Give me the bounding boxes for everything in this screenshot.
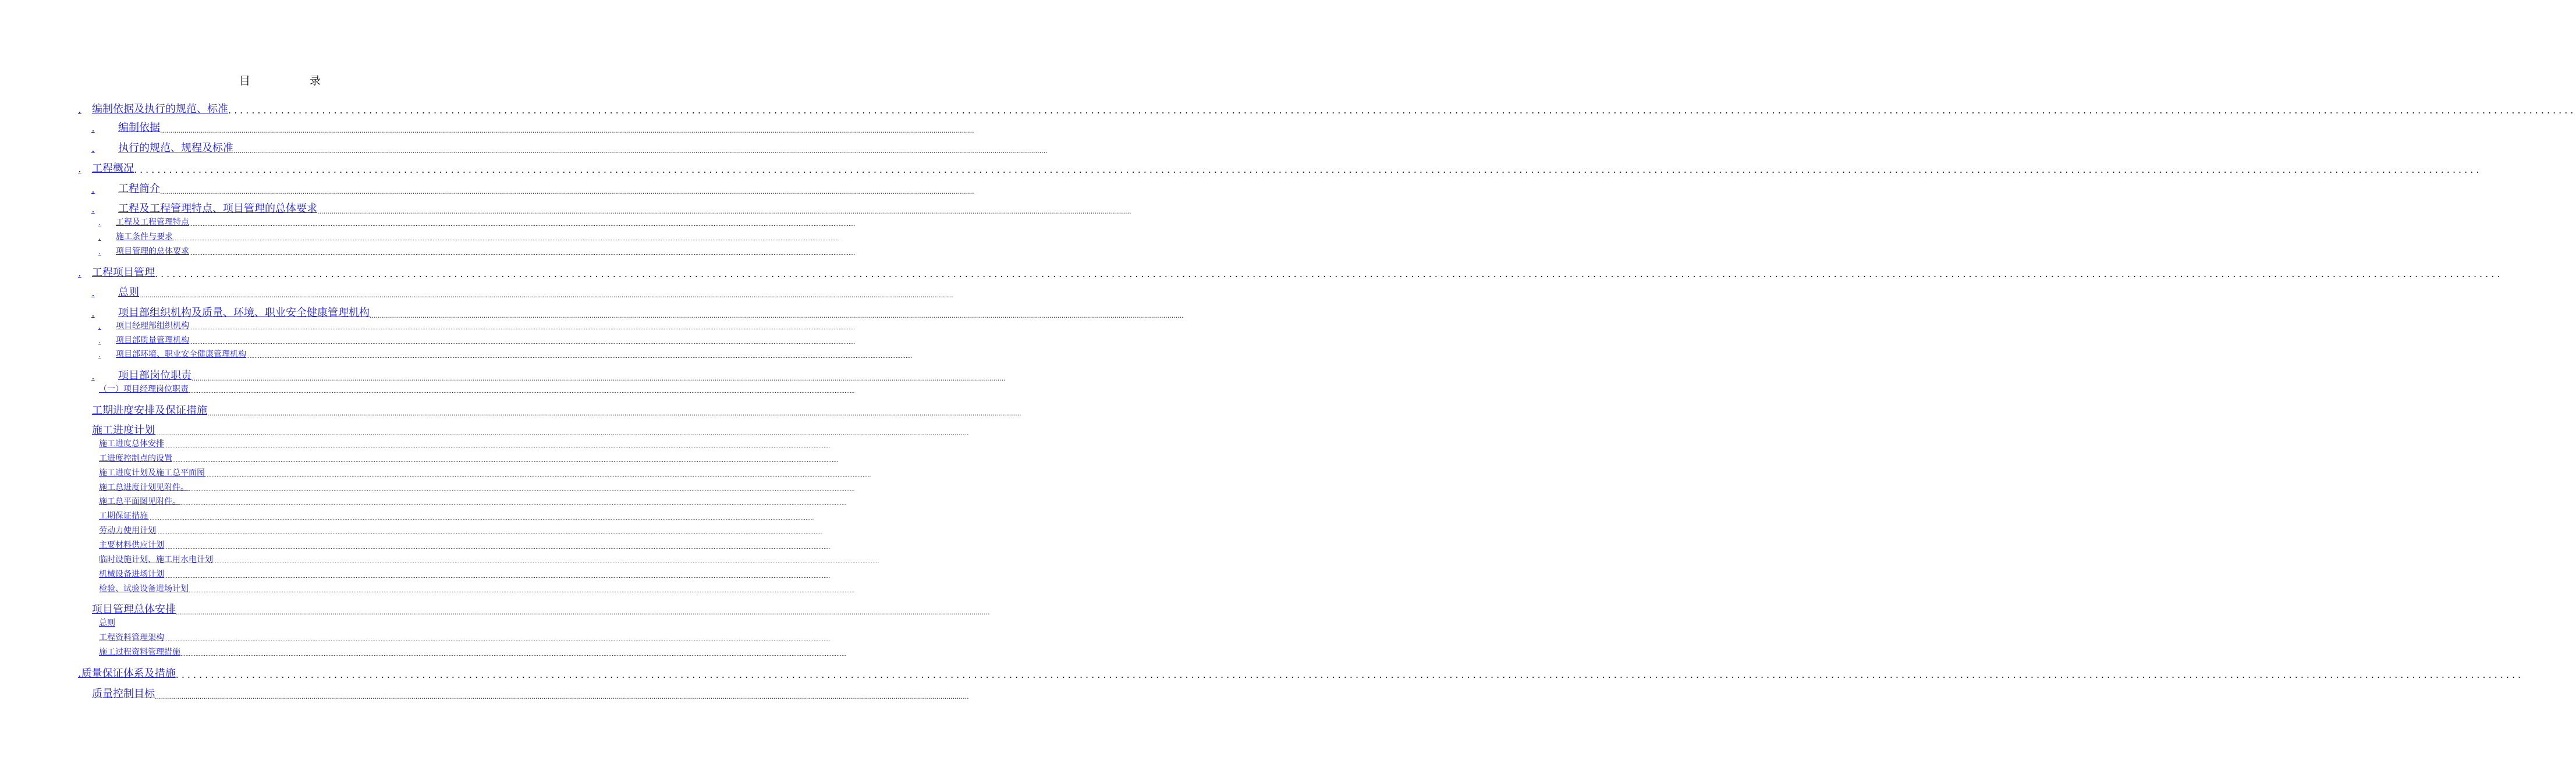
toc-dot-leader: ................................................................................................................................................................................................................................................................................................................................................................................................................	[189, 222, 856, 228]
toc-entry-title[interactable]: 工程简介	[118, 183, 160, 195]
toc-entry-number: .	[91, 370, 95, 382]
toc-dot-leader: ................................................................................................................................................................................................................................................................................................................................................................................................................	[155, 429, 969, 437]
toc-entry-number: .	[78, 163, 81, 175]
toc-entry[interactable]	[99, 524, 822, 536]
toc-entry-title[interactable]: 编制依据	[118, 122, 160, 134]
toc-dot-leader: ................................................................................................................................................................................................................................................................................................................................................................................................................	[175, 669, 2524, 680]
toc-entry[interactable]	[92, 601, 990, 616]
toc-dot-leader: ................................................................................................................................................................................................................................................................................................................................................................................................................	[155, 268, 2503, 279]
toc-dot-leader: ................................................................................................................................................................................................................................................................................................................................................................................................................	[189, 340, 856, 346]
toc-entry-title[interactable]: 机械设备进场计划	[99, 570, 164, 579]
toc-dot-leader: ................................................................................................................................................................................................................................................................................................................................................................................................................	[164, 637, 831, 643]
toc-entry[interactable]	[99, 495, 847, 507]
toc-entry-title[interactable]: 工期保证措施	[99, 511, 148, 521]
toc-dot-leader: ................................................................................................................................................................................................................................................................................................................................................................................................................	[164, 545, 831, 550]
toc-dot-leader: ................................................................................................................................................................................................................................................................................................................................................................................................................	[180, 501, 847, 507]
toc-dot-leader: ................................................................................................................................................................................................................................................................................................................................................................................................................	[233, 147, 1048, 155]
toc-entry[interactable]	[98, 348, 913, 360]
toc-entry-title[interactable]: 工进度控制点的设置	[99, 454, 172, 463]
toc-dot-leader: ................................................................................................................................................................................................................................................................................................................................................................................................................	[317, 208, 1131, 215]
toc-entry-title[interactable]: 项目部岗位职责	[118, 369, 191, 382]
toc-entry[interactable]	[91, 140, 1048, 155]
toc-entry[interactable]	[99, 582, 855, 594]
toc-dot-leader: ................................................................................................................................................................................................................................................................................................................................................................................................................	[148, 516, 814, 521]
toc-entry[interactable]	[78, 101, 2576, 116]
toc-entry-number: .	[91, 203, 95, 215]
toc-dot-leader: ................................................................................................................................................................................................................................................................................................................................................................................................................	[160, 188, 974, 196]
toc-entry-number: .	[98, 322, 101, 331]
toc-entry[interactable]	[91, 119, 974, 134]
toc-entry[interactable]	[99, 510, 814, 521]
toc-dot-leader: ................................................................................................................................................................................................................................................................................................................................................................................................................	[191, 375, 1006, 382]
toc-entry[interactable]	[99, 617, 487, 628]
toc-entry-number: .	[98, 233, 101, 242]
toc-dot-leader: ................................................................................................................................................................................................................................................................................................................................................................................................................	[180, 652, 847, 657]
toc-dot-leader: ................................................................................................................................................................................................................................................................................................................................................................................................................	[155, 693, 969, 701]
toc-entry-title[interactable]: 施工总进度计划见附件。	[99, 483, 189, 492]
toc-dot-leader: ................................................................................................................................................................................................................................................................................................................................................................................................................	[173, 236, 839, 242]
toc-entry-title[interactable]: 编制依据及执行的规范、标准	[92, 103, 228, 115]
toc-entry-title[interactable]: 工程概况	[92, 162, 134, 175]
toc-dot-leader: ................................................................................................................................................................................................................................................................................................................................................................................................................	[164, 443, 831, 449]
toc-entry-title[interactable]: 项目经理部组织机构	[116, 321, 189, 330]
toc-entry[interactable]	[78, 665, 2524, 680]
toc-entry[interactable]	[99, 467, 871, 478]
toc-entry-title[interactable]: 工程资料管理架构	[99, 633, 164, 642]
toc-entry[interactable]	[99, 631, 831, 643]
toc-entry-title[interactable]: 项目部环境、职业安全健康管理机构	[116, 350, 246, 359]
toc-entry-number: .	[91, 183, 95, 196]
toc-entry-title[interactable]: 项目部质量管理机构	[116, 336, 189, 345]
toc-entry-title[interactable]: 施工进度计划及施工总平面图	[99, 468, 205, 478]
toc-entry[interactable]	[91, 304, 1184, 319]
toc-entry-title[interactable]: 项目管理总体安排	[92, 603, 176, 616]
toc-entry-title[interactable]: 执行的规范、规程及标准	[118, 142, 233, 154]
toc-dot-leader: ................................................................................................................................................................................................................................................................................................................................................................................................................	[176, 609, 990, 616]
toc-entry-title[interactable]: 项目部组织机构及质量、环境、职业安全健康管理机构	[118, 307, 370, 319]
toc-entry[interactable]	[91, 180, 974, 196]
toc-entry[interactable]	[92, 685, 969, 701]
toc-dot-leader: ................................................................................................................................................................................................................................................................................................................................................................................................................	[139, 292, 953, 299]
toc-dot-leader: ................................................................................................................................................................................................................................................................................................................................................................................................................	[172, 458, 839, 464]
toc-dot-leader: ................................................................................................................................................................................................................................................................................................................................................................................................................	[189, 487, 855, 493]
toc-entry[interactable]	[91, 284, 953, 299]
toc-dot-leader: ................................................................................................................................................................................................................................................................................................................................................................................................................	[156, 530, 822, 536]
toc-entry-title[interactable]: 施工总平面图见附件。	[99, 497, 180, 506]
toc-entry[interactable]	[99, 539, 831, 550]
toc-entry[interactable]	[98, 230, 839, 242]
toc-entry-title[interactable]: 工程及工程管理特点、项目管理的总体要求	[118, 202, 317, 215]
toc-dot-leader: ................................................................................................................................................................................................................................................................................................................................................................................................................	[246, 354, 913, 360]
toc-title: 目 录	[239, 74, 349, 87]
toc-entry-title[interactable]: 工期进度安排及保证措施	[92, 404, 207, 417]
toc-entry[interactable]	[98, 334, 856, 346]
toc-entry[interactable]	[99, 568, 831, 580]
toc-entry-title[interactable]: 施工进度计划	[92, 424, 155, 436]
toc-entry-number: .	[98, 247, 101, 257]
toc-dot-leader: ................................................................................................................................................................................................................................................................................................................................................................................................................	[164, 574, 831, 580]
toc-entry[interactable]	[92, 402, 1021, 417]
toc-entry[interactable]	[99, 481, 855, 493]
toc-entry[interactable]	[91, 367, 1006, 382]
toc-entry[interactable]	[98, 319, 856, 331]
toc-dot-leader: ................................................................................................................................................................................................................................................................................................................................................................................................................	[189, 251, 856, 257]
toc-entry-number: .	[98, 218, 101, 228]
toc-entry-title[interactable]: 总则	[118, 286, 139, 298]
toc-dot-leader: ................................................................................................................................................................................................................................................................................................................................................................................................................	[213, 559, 879, 565]
toc-entry-number: .	[98, 336, 101, 346]
toc-entry-number: .	[78, 267, 81, 279]
toc-entry-number: .	[91, 307, 95, 319]
toc-dot-leader: ................................................................................................................................................................................................................................................................................................................................................................................................................	[370, 312, 1184, 319]
toc-entry[interactable]	[78, 160, 2482, 175]
toc-entry-number: .	[91, 122, 95, 134]
toc-dot-leader: ................................................................................................................................................................................................................................................................................................................................................................................................................	[189, 325, 856, 331]
toc-entry-title[interactable]: （一）项目经理岗位职责	[99, 385, 189, 394]
toc-entry[interactable]	[99, 438, 831, 449]
toc-entry-title[interactable]: 临时设施计划、施工用水电计划	[99, 555, 213, 564]
toc-entry[interactable]	[98, 216, 856, 228]
toc-entry[interactable]	[99, 646, 847, 657]
toc-entry-title[interactable]: 质量控制目标	[92, 688, 155, 700]
toc-dot-leader: ................................................................................................................................................................................................................................................................................................................................................................................................................	[134, 164, 2482, 175]
toc-dot-leader: ................................................................................................................................................................................................................................................................................................................................................................................................................	[160, 127, 974, 134]
toc-entry-title[interactable]: 劳动力使用计划	[99, 526, 156, 535]
toc-entry-number: .	[91, 143, 95, 155]
toc-entry[interactable]	[99, 383, 855, 394]
toc-entry-title[interactable]: 工程及工程管理特点	[116, 218, 189, 227]
toc-entry-number: .	[78, 104, 81, 116]
toc-entry-title[interactable]: .质量保证体系及措施	[78, 667, 176, 680]
toc-dot-leader: ................................................................................................................................................................................................................................................................................................................................................................................................................	[207, 410, 1021, 417]
toc-entry[interactable]	[91, 200, 1131, 215]
toc-entry-title[interactable]: 施工过程资料管理措施	[99, 648, 180, 657]
toc-entry-number: .	[98, 350, 101, 360]
toc-dot-leader: ................................................................................................................................................................................................................................................................................................................................................................................................................	[228, 105, 2576, 116]
toc-entry-title[interactable]: 施工进度总体安排	[99, 439, 164, 449]
toc-entry-number: .	[91, 287, 95, 299]
toc-dot-leader: ................................................................................................................................................................................................................................................................................................................................................................................................................	[205, 472, 871, 478]
toc-entry[interactable]	[99, 452, 839, 464]
toc-entry[interactable]	[98, 245, 856, 257]
toc-entry-title[interactable]: 项目管理的总体要求	[116, 247, 189, 256]
toc-entry[interactable]	[92, 422, 969, 437]
toc-entry[interactable]	[78, 264, 2503, 279]
toc-entry[interactable]	[99, 553, 879, 565]
toc-entry-title[interactable]: 施工条件与要求	[116, 232, 173, 241]
toc-entry-title[interactable]: 总则	[99, 619, 115, 628]
toc-entry-title[interactable]: 检验、试验设备进场计划	[99, 584, 189, 593]
toc-entry-title[interactable]: 主要材料供应计划	[99, 541, 164, 550]
toc-dot-leader: ................................................................................................................................................................................................................................................................................................................................................................................................................	[189, 588, 855, 594]
toc-entry-title[interactable]: 工程项目管理	[92, 266, 155, 279]
toc-dot-leader: ................................................................................................................................................................................................................................................................................................................................................................................................................	[189, 389, 855, 394]
